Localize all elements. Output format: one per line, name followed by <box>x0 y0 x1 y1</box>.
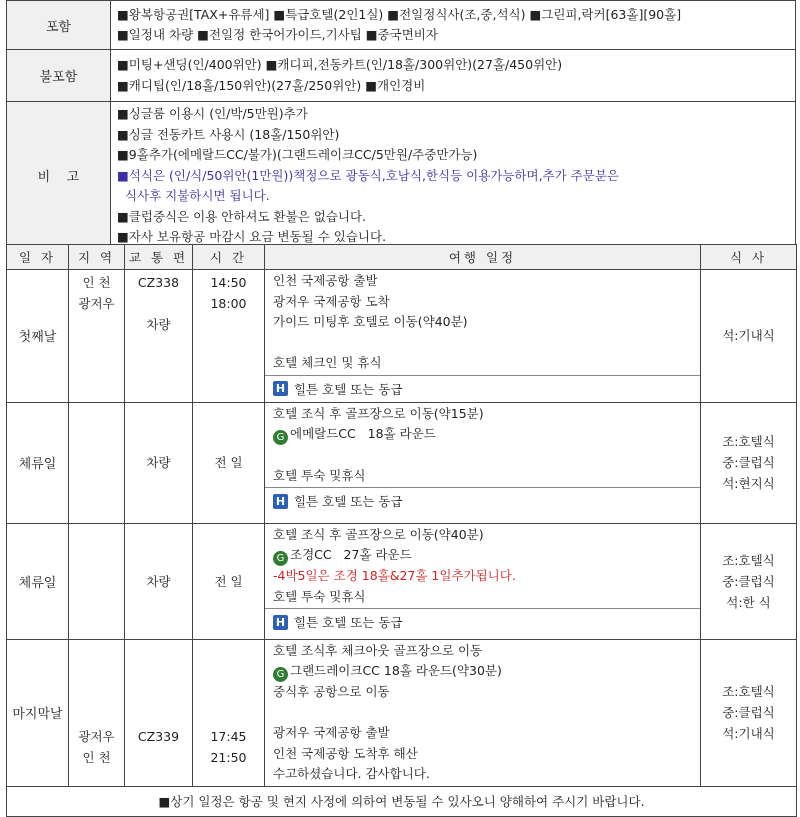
arrival-time: 18:00 <box>210 296 247 311</box>
excluded-label: 불포함 <box>7 50 111 102</box>
itinerary-table <box>6 244 797 817</box>
schedule-line: 가이드 미팅후 호텔로 이동(약40분) <box>273 314 468 329</box>
time-cell <box>193 639 265 786</box>
schedule-cell <box>265 523 701 639</box>
itinerary-day-row <box>7 402 797 523</box>
transport-vehicle: 차량 <box>146 573 171 589</box>
meal-line: 중:클럽식 <box>722 705 775 720</box>
itinerary-footer-note: ■상기 일정은 항공 및 현지 사정에 의하여 변동될 수 있사오니 양해하여 주시기 바랍니다. <box>7 786 797 816</box>
notes-content <box>111 102 796 251</box>
note-line-highlight: ■석식은 (인/식/50위안(1만원))책정으로 광동식,호남식,한식등 이용가능하며,추가 주문분은 <box>117 167 619 183</box>
day-label: 첫째날 <box>7 270 69 403</box>
time-cell <box>193 402 265 523</box>
schedule-block <box>265 640 700 786</box>
departure-time: 14:50 <box>210 275 247 290</box>
time-all-day: 전 일 <box>214 573 243 589</box>
departure-time: 17:45 <box>210 728 247 744</box>
schedule-cell <box>265 270 701 403</box>
transport-cell <box>125 639 193 786</box>
hotel-name: 힐튼 호텔 또는 동급 <box>294 494 403 509</box>
note-line: ■클럽중식은 이용 안하셔도 환불은 없습니다. <box>117 208 367 224</box>
meal-line: 조:호텔식 <box>722 684 775 699</box>
meal-line: 중:클럽식 <box>722 455 775 470</box>
note-line: ■싱글룸 이용시 (인/박/5만원)추가 <box>117 106 308 121</box>
excluded-line: ■캐디팁(인/18홀/150위안)(27홀/250위안) ■개인경비 <box>117 77 426 93</box>
package-info-table <box>6 0 796 251</box>
time-cell <box>193 523 265 639</box>
golf-course: 조경CC 27홀 라운드 <box>290 547 412 562</box>
meal-line: 조:호텔식 <box>722 434 775 449</box>
hotel-row <box>265 376 700 402</box>
golf-course: 그랜드레이크CC 18홀 라운드(약30분) <box>290 663 502 678</box>
included-label: 포함 <box>7 1 111 50</box>
schedule-line: 중식후 공항으로 이동 <box>273 684 390 699</box>
region-from: 인 천 <box>82 275 111 290</box>
transport-vehicle: 차량 <box>146 316 171 332</box>
golf-line <box>273 661 692 682</box>
schedule-line: 인천 국제공항 출발 <box>273 273 378 288</box>
day-label: 체류일 <box>7 523 69 639</box>
region-cell <box>69 639 125 786</box>
schedule-line: 호텔 조식 후 골프장으로 이동(약40분) <box>273 526 484 542</box>
schedule-line: 호텔 조식후 체크아웃 골프장으로 이동 <box>273 642 483 658</box>
time-all-day: 전 일 <box>214 455 243 470</box>
region-to: 인 천 <box>82 749 111 765</box>
schedule-line: 호텔 투숙 및휴식 <box>273 467 366 483</box>
itinerary-day-row <box>7 523 797 639</box>
header-transport: 교 통 편 <box>125 245 193 270</box>
region-from: 광저우 <box>78 728 115 744</box>
note-line: ■싱글 전동카트 사용시 (18홀/150위안) <box>117 126 340 142</box>
time-cell <box>193 270 265 403</box>
meal-line: 석:한 식 <box>726 594 771 610</box>
itinerary-header-row <box>7 245 797 270</box>
transport-cell <box>125 523 193 639</box>
transport-cell <box>125 270 193 403</box>
hotel-name: 힐튼 호텔 또는 동급 <box>294 615 403 630</box>
region-cell <box>69 270 125 403</box>
schedule-cell <box>265 402 701 523</box>
schedule-line: 호텔 조식 후 골프장으로 이동(약15분) <box>273 405 484 421</box>
golf-icon: G <box>273 551 288 566</box>
golf-course: 에메랄드CC 18홀 라운드 <box>290 426 436 441</box>
meal-cell <box>701 639 797 786</box>
hotel-icon: H <box>273 615 288 630</box>
header-meal: 식 사 <box>701 245 797 270</box>
transport-cell <box>125 402 193 523</box>
golf-line <box>273 545 692 566</box>
meal-line: 석:기내식 <box>722 328 775 344</box>
note-line: ■9홀추가(에메랄드CC/불가)(그랜드레이크CC/5만원/주중만가능) <box>117 147 478 162</box>
golf-icon: G <box>273 667 288 682</box>
day-label: 체류일 <box>7 402 69 523</box>
included-line: ■일정내 차량 ■전일정 한국어가이드,기사팁 ■중국면비자 <box>117 27 438 42</box>
schedule-line: 수고하셨습니다. 감사합니다. <box>273 766 430 781</box>
excluded-content <box>111 50 796 102</box>
header-date: 일 자 <box>7 245 69 270</box>
golf-line <box>273 424 692 445</box>
meal-cell <box>701 402 797 523</box>
header-schedule: 여행 일정 <box>265 245 701 270</box>
included-content <box>111 1 796 50</box>
region-cell <box>69 402 125 523</box>
note-line-highlight: 식사후 지불하시면 됩니다. <box>117 188 270 203</box>
itinerary-footer-row <box>7 786 797 816</box>
transport-vehicle: 차량 <box>146 455 171 470</box>
schedule-block <box>265 403 700 489</box>
flight-number: CZ339 <box>137 728 180 744</box>
flight-number: CZ338 <box>137 275 180 290</box>
excluded-line: ■미팅+샌딩(인/400위안) ■캐디피,전동카트(인/18홀/300위안)(27홀/450위안) <box>117 57 563 72</box>
hotel-icon: H <box>273 494 288 509</box>
meal-line: 석:현지식 <box>722 476 775 491</box>
arrival-time: 21:50 <box>210 749 247 765</box>
schedule-notice: -4박5일은 조경 18홀&27홀 1일추가됩니다. <box>273 568 516 583</box>
region-to: 광저우 <box>78 296 115 311</box>
day-label: 마지막날 <box>7 639 69 786</box>
meal-line: 조:호텔식 <box>722 552 775 568</box>
note-line: ■자사 보유항공 마감시 요금 변동될 수 있습니다. <box>117 229 387 244</box>
schedule-line: 광저우 국제공항 출발 <box>273 725 390 740</box>
header-time: 시 간 <box>193 245 265 270</box>
schedule-line: 광저우 국제공항 도착 <box>273 293 390 309</box>
hotel-icon: H <box>273 381 288 396</box>
hotel-row <box>265 488 700 514</box>
meal-cell <box>701 523 797 639</box>
schedule-line: 인천 국제공항 도착후 해산 <box>273 745 418 761</box>
header-region: 지 역 <box>69 245 125 270</box>
hotel-name: 힐튼 호텔 또는 동급 <box>294 381 403 397</box>
region-cell <box>69 523 125 639</box>
hotel-row <box>265 609 700 635</box>
schedule-cell <box>265 639 701 786</box>
itinerary-day-row <box>7 639 797 786</box>
schedule-block <box>265 524 700 610</box>
schedule-line: 호텔 체크인 및 휴식 <box>273 355 382 370</box>
golf-icon: G <box>273 430 288 445</box>
notes-label: 비 고 <box>7 102 111 251</box>
meal-cell <box>701 270 797 403</box>
meal-line: 중:클럽식 <box>722 573 775 589</box>
itinerary-day-row <box>7 270 797 403</box>
meal-line: 석:기내식 <box>722 726 775 741</box>
schedule-line: 호텔 투숙 및휴식 <box>273 588 366 604</box>
included-line: ■왕복항공권[TAX+유류세] ■특급호텔(2인1실) ■전일정식사(조,중,석식) ■그린피,락커[63홀][90홀] <box>117 6 682 22</box>
schedule-block <box>265 270 700 376</box>
